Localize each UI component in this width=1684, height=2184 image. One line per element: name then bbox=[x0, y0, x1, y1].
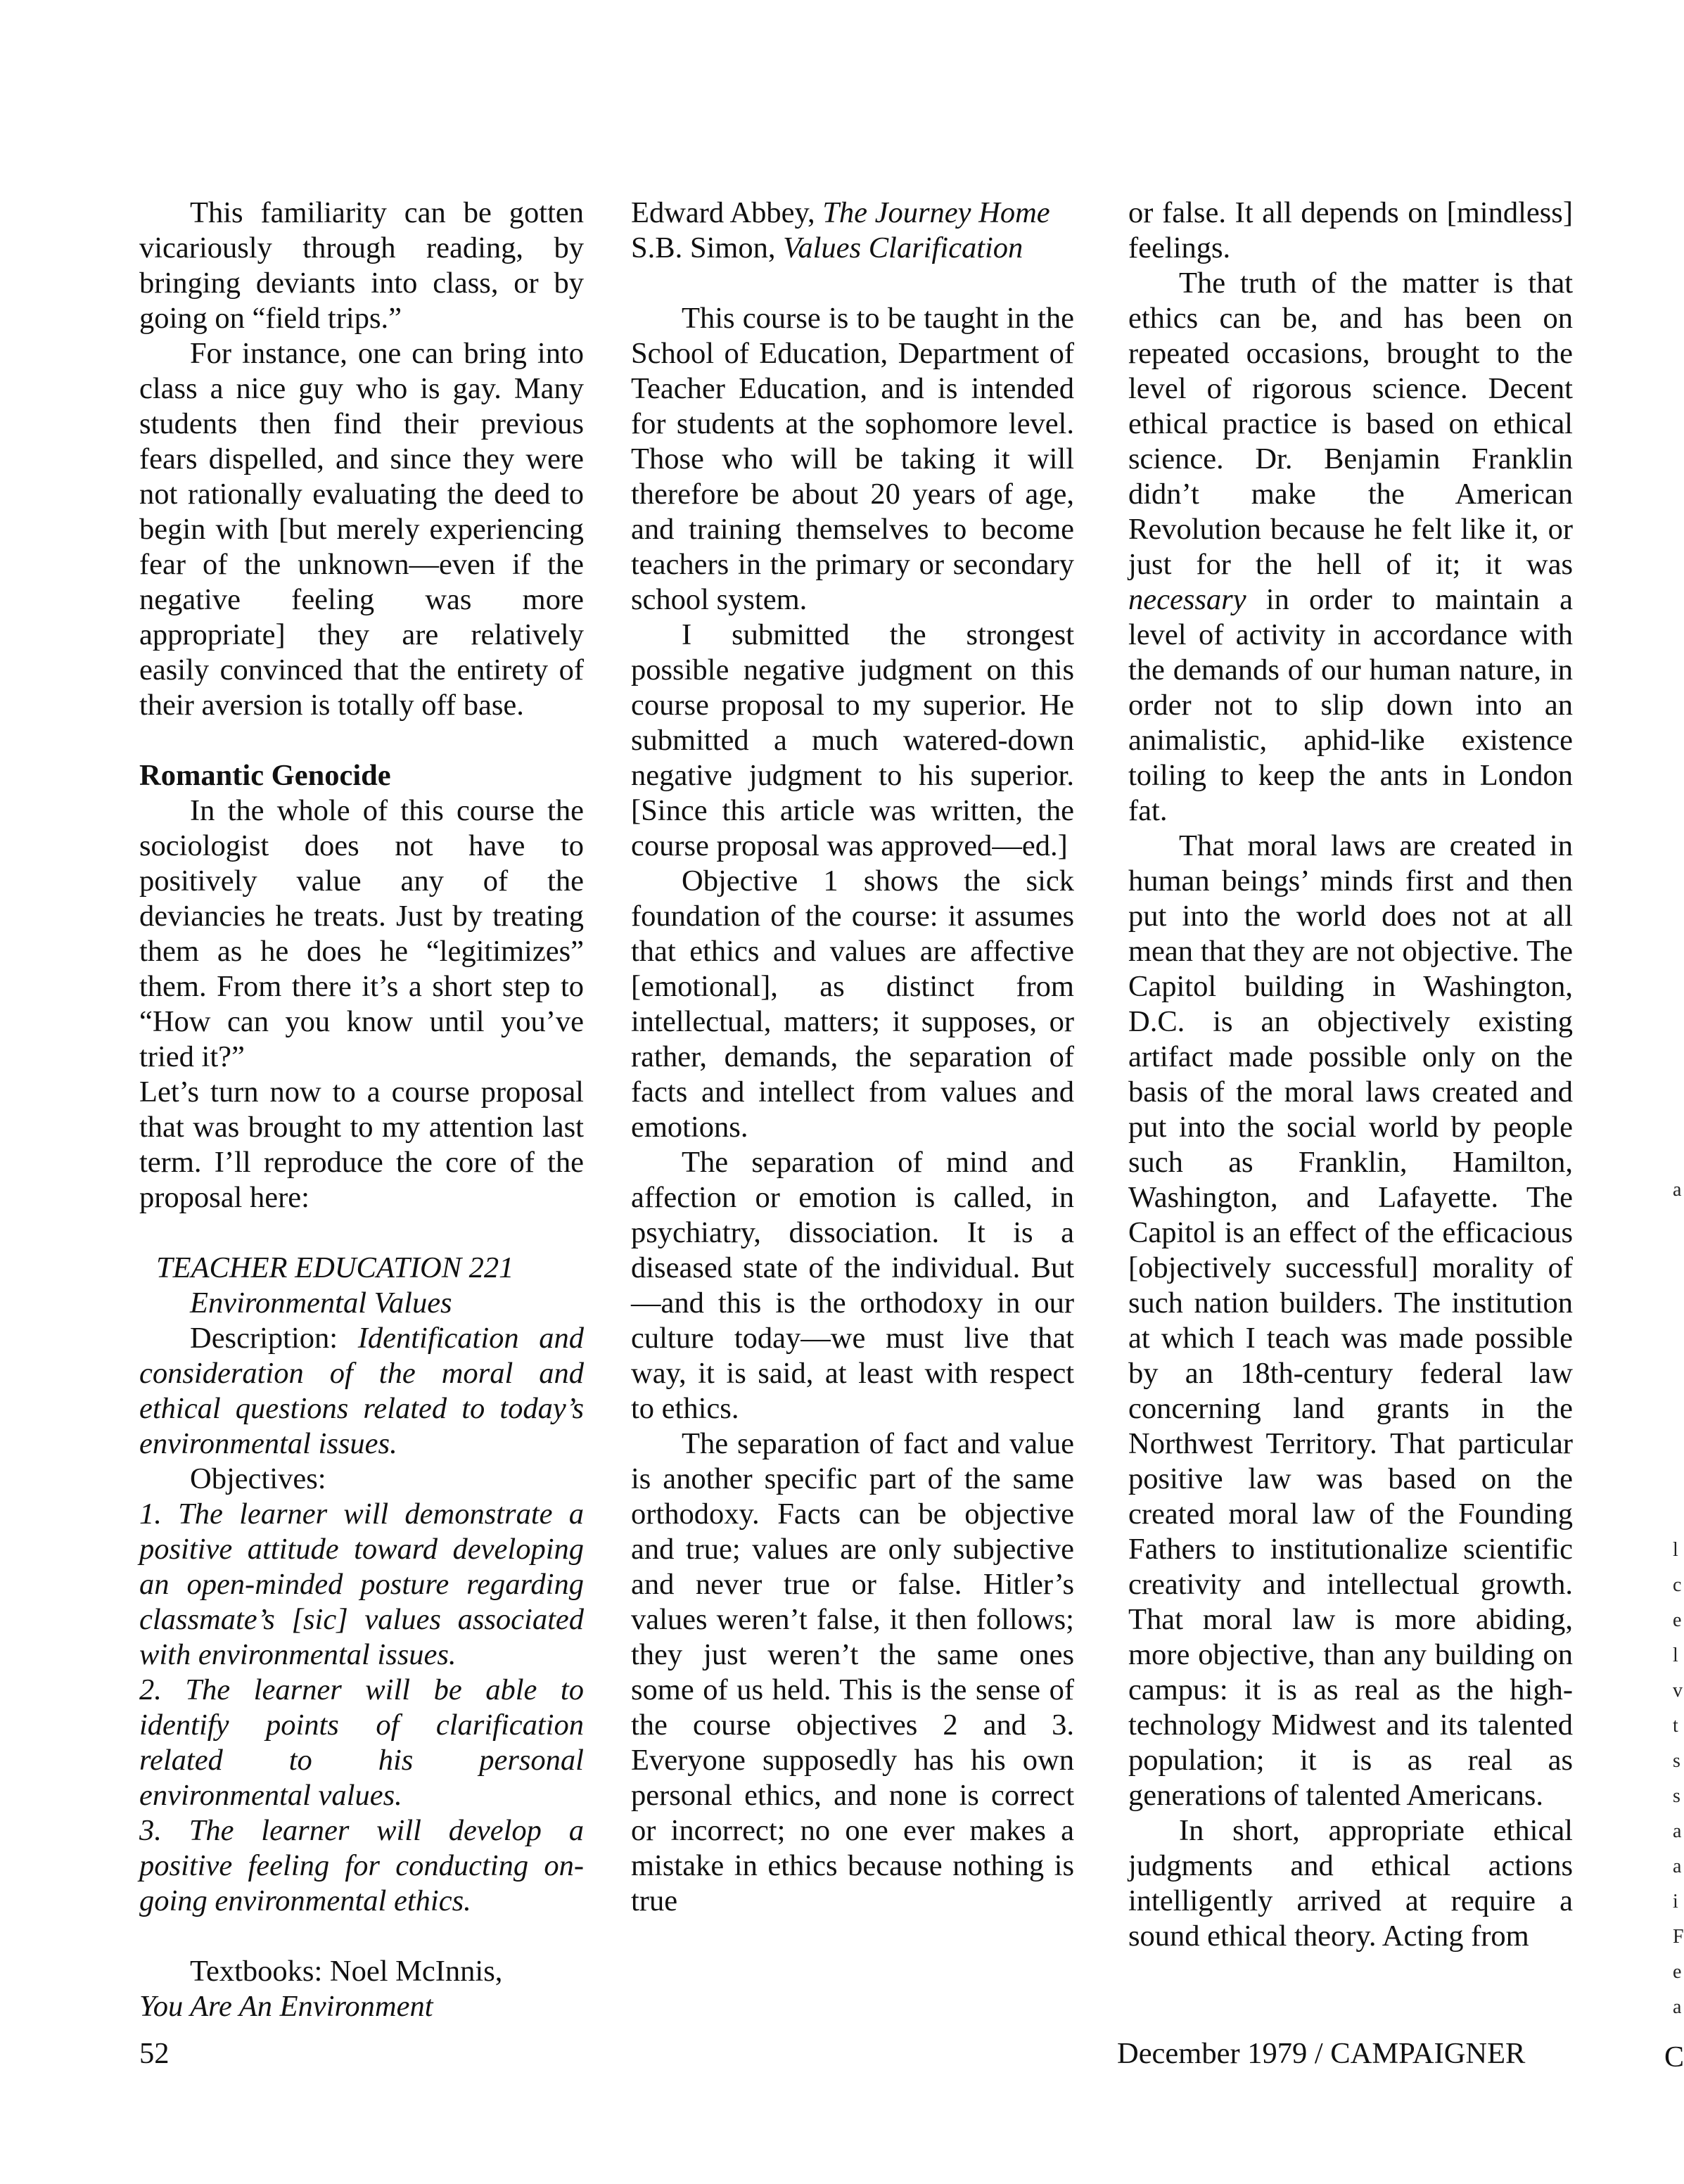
objective-item: 2. The learner will be able to identify points of clarification related to his personal environmental values. bbox=[139, 1673, 584, 1812]
edge-letter: a bbox=[1673, 1996, 1682, 2018]
paragraph: In the whole of this course the sociologist does not have to positively value any of the deviancies he treats. Just by treating them as he does he “legitimizes” them. From there it’s a short step to “How can you know until you’ve tried it?” bbox=[139, 794, 584, 1073]
paragraph: This course is to be taught in the School of Education, Department of Teacher Education, and is intended for students at the sophomore level. Those who will be taking it will therefore be about 20 years of age, and training themselves to become teachers in the primary or secondary school system. bbox=[631, 302, 1074, 616]
textbook-title: The Journey Home bbox=[822, 196, 1050, 229]
course-name: Environmental Values bbox=[190, 1286, 452, 1320]
paragraph: Objective 1 shows the sick foundation of the course: it assumes that ethics and values are affective [emotional], as distinct from intellectual, matters; it supposes, or rather, demands, the separation of facts and intellect from values and emotions. bbox=[631, 864, 1074, 1144]
edge-letter: a bbox=[1673, 1179, 1682, 1201]
objective-item: 3. The learner will develop a positive feeling for conducting on-going environmental ethics. bbox=[139, 1814, 584, 1917]
paragraph-text: in order to maintain a level of activity in accordance with the demands of our human nature, in order not to slip down into an animalistic, aphid-like existence toiling to keep the ants in London fat. bbox=[1128, 583, 1573, 827]
column-2 bbox=[631, 196, 1074, 1919]
description-label: Description: bbox=[190, 1322, 358, 1355]
edge-letter: v bbox=[1673, 1680, 1683, 1701]
column-1 bbox=[139, 196, 584, 2024]
paragraph: or false. It all depends on [mindless] feelings. bbox=[1128, 196, 1573, 264]
textbook-title: You Are An Environment bbox=[139, 1990, 433, 2023]
textbook-entry bbox=[631, 231, 1074, 266]
paragraph: In short, appropriate ethical judgments and ethical actions intelligently arrived at require a sound ethical theory. Acting from bbox=[1128, 1814, 1573, 1953]
edge-letter: a bbox=[1673, 1820, 1682, 1842]
edge-letter: l bbox=[1673, 1539, 1678, 1561]
course-code: TEACHER EDUCATION 221 bbox=[156, 1251, 514, 1284]
edge-letter: c bbox=[1673, 1574, 1682, 1596]
edge-letter: s bbox=[1673, 1785, 1680, 1807]
edge-letter: i bbox=[1673, 1891, 1678, 1912]
course-description bbox=[139, 1321, 584, 1462]
objectives-label: Objectives: bbox=[190, 1462, 326, 1495]
column-3 bbox=[1128, 196, 1573, 1954]
paragraph bbox=[1128, 266, 1573, 829]
paragraph: This familiarity can be gotten vicariously through reading, by bringing deviants into class, or by going on “field trips.” bbox=[139, 196, 584, 335]
paragraph: The separation of mind and affection or emotion is called, in psychiatry, dissociation. It is a diseased state of the individual. But—and this is the orthodoxy in our culture today—we must live that way, it is said, at least with respect to ethics. bbox=[631, 1146, 1074, 1425]
edge-letter: s bbox=[1673, 1750, 1680, 1772]
description-text: Identification and consideration of the moral and ethical questions related to today’s environmental issues. bbox=[139, 1322, 585, 1460]
edge-letter: l bbox=[1673, 1645, 1678, 1666]
running-footer: December 1979 / CAMPAIGNER bbox=[1117, 2037, 1526, 2070]
textbook-author: S.B. Simon, bbox=[631, 231, 784, 264]
paragraph: The separation of fact and value is another specific part of the same orthodoxy. Facts can be objective and true; values are only subjective and never true or false. Hitler’s values weren’t false, it then follows; they just weren’t the same ones some of us held. This is the sense of the course objectives 2 and 3. Everyone supposedly has his own personal ethics, and none is correct or incorrect; no one ever makes a mistake in ethics because nothing is true bbox=[631, 1427, 1074, 1917]
textbook-entry bbox=[631, 196, 1074, 231]
paragraph: That moral laws are created in human beings’ minds first and then put into the world does not at all mean that they are not objective. The Capitol building in Washington, D.C. is an objectively existing artifact made possible only on the basis of the moral laws created and put into the social world by people such as Franklin, Hamilton, Washington, and Lafayette. The Capitol is an effect of the efficacious [objectively successful] morality of such nation builders. The institution at which I teach was made possible by an 18th-century federal law concerning land grants in the Northwest Territory. That particular positive law was based on the created moral law of the Founding Fathers to institutionalize scientific creativity and intellectual growth. That moral law is more abiding, more objective, than any building on campus: it is as real as the high-technology Midwest and its talented population; it is as real as generations of talented Americans. bbox=[1128, 829, 1573, 1812]
paragraph: Let’s turn now to a course proposal that was brought to my attention last term. I’ll reproduce the core of the proposal here: bbox=[139, 1075, 584, 1214]
section-heading: Romantic Genocide bbox=[139, 759, 391, 792]
emphasis: necessary bbox=[1128, 583, 1246, 616]
edge-letter: e bbox=[1673, 1961, 1682, 1983]
edge-letter: C bbox=[1664, 2041, 1684, 2074]
paragraph-text: The truth of the matter is that ethics can be, and has been on repeated occasions, brought to the level of rigorous science. Decent ethical practice is based on ethical science. Dr. Benjamin Franklin didn’t make the American Revolution because he felt like it, or just for the hell of it; it was bbox=[1128, 267, 1573, 581]
textbooks-label: Textbooks: Noel McInnis, bbox=[190, 1955, 503, 1988]
edge-letter: F bbox=[1673, 1926, 1684, 1948]
textbook-author: Edward Abbey, bbox=[631, 196, 823, 229]
textbook-title: Values Clarification bbox=[783, 231, 1023, 264]
edge-letter: e bbox=[1673, 1609, 1682, 1631]
edge-letter: t bbox=[1673, 1715, 1678, 1737]
paragraph: I submitted the strongest possible negative judgment on this course proposal to my superior. He submitted a much watered-down negative judgment to his superior. [Since this article was written, the course proposal was approved—ed.] bbox=[631, 618, 1074, 862]
paragraph: For instance, one can bring into class a nice guy who is gay. Many students then find their previous fears dispelled, and since they were not rationally evaluating the deed to begin with [but merely experiencing fear of the unknown—even if the negative feeling was more appropriate] they are relatively easily convinced that the entirety of their aversion is totally off base. bbox=[139, 337, 584, 722]
objective-item: 1. The learner will demonstrate a positive attitude toward developing an open-minded posture regarding classmate’s [sic] values associated with environmental issues. bbox=[139, 1497, 584, 1671]
page-number: 52 bbox=[139, 2037, 170, 2070]
edge-letter: a bbox=[1673, 1856, 1682, 1877]
